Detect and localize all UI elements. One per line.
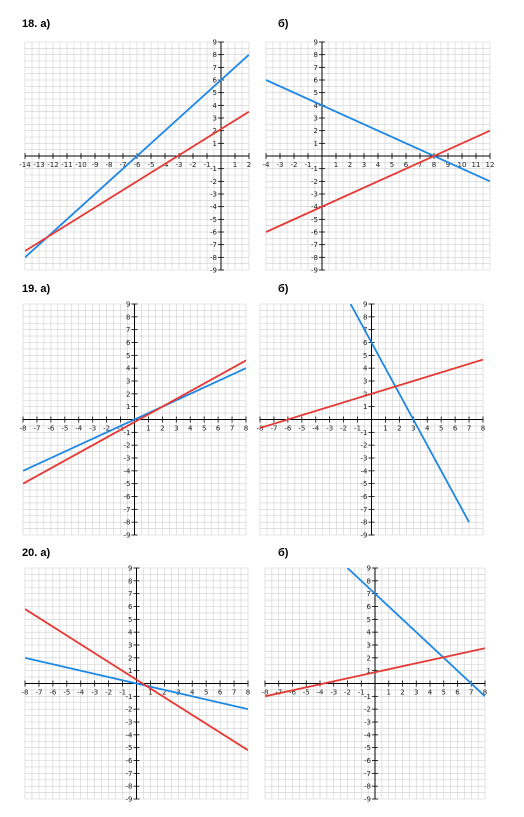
x-tick-label: -1 xyxy=(354,424,362,433)
y-tick-label: 6 xyxy=(126,339,131,347)
x-tick-label: -1 xyxy=(119,688,127,697)
y-tick-label: -3 xyxy=(364,718,371,727)
y-tick-label: 8 xyxy=(313,51,318,60)
y-tick-label: 3 xyxy=(313,114,318,123)
y-tick-label: -7 xyxy=(210,241,217,250)
y-tick-label: 2 xyxy=(363,390,368,399)
y-tick-label: 9 xyxy=(363,300,368,309)
x-tick-label: 4 xyxy=(190,688,195,697)
y-tick-label: 7 xyxy=(313,63,318,72)
y-tick-label: 2 xyxy=(366,654,371,663)
x-tick-label: -10 xyxy=(75,161,87,169)
y-tick-label: 9 xyxy=(366,564,371,573)
y-tick-label: 4 xyxy=(128,628,133,637)
x-tick-label: 1 xyxy=(333,161,339,169)
y-tick-label: 1 xyxy=(212,139,217,148)
y-tick-label: -1 xyxy=(210,165,217,174)
x-tick-label: 4 xyxy=(427,688,433,697)
x-tick-label: 9 xyxy=(445,161,451,169)
x-tick-label: -4 xyxy=(316,688,324,697)
y-tick-label: -9 xyxy=(123,531,131,540)
y-tick-label: -4 xyxy=(360,467,368,476)
x-tick-label: -8 xyxy=(261,688,269,697)
y-tick-label: 7 xyxy=(363,326,368,335)
y-tick-label: 4 xyxy=(126,364,131,373)
x-tick-label: -14 xyxy=(19,161,31,169)
y-tick-label: -5 xyxy=(364,744,371,753)
y-tick-label: -5 xyxy=(210,215,217,224)
y-tick-label: 4 xyxy=(313,101,318,110)
y-tick-label: 5 xyxy=(363,351,368,360)
y-tick-label: -7 xyxy=(125,769,133,778)
chart-20a xyxy=(21,564,251,804)
y-tick-label: 1 xyxy=(363,403,368,412)
x-tick-label: -5 xyxy=(61,424,69,433)
x-tick-label: 6 xyxy=(452,424,458,433)
x-tick-label: -11 xyxy=(61,161,73,169)
x-tick-label: -1 xyxy=(117,424,125,433)
x-tick-label: -2 xyxy=(290,161,298,169)
x-tick-label: -1 xyxy=(357,688,365,697)
y-tick-label: -6 xyxy=(210,228,217,237)
x-tick-label: 12 xyxy=(485,161,495,169)
chart-19b xyxy=(256,300,486,540)
x-tick-label: -6 xyxy=(133,161,141,169)
y-tick-label: -5 xyxy=(311,215,318,224)
x-tick-label: -7 xyxy=(35,688,43,697)
x-tick-label: 2 xyxy=(162,688,167,697)
x-tick-label: -9 xyxy=(91,161,99,169)
y-tick-label: -6 xyxy=(360,493,368,501)
x-tick-label: 1 xyxy=(148,688,153,697)
x-tick-label: 3 xyxy=(176,688,181,697)
x-tick-label: -5 xyxy=(63,688,71,697)
chart-18a xyxy=(19,38,252,275)
x-tick-label: 6 xyxy=(217,688,223,697)
x-tick-label: 2 xyxy=(397,424,402,433)
chart-18b xyxy=(262,38,495,275)
y-tick-label: -8 xyxy=(123,518,131,527)
y-tick-label: -6 xyxy=(311,228,318,237)
y-tick-label: -4 xyxy=(125,731,133,740)
y-tick-label: 3 xyxy=(363,377,368,386)
y-tick-label: 1 xyxy=(128,667,133,676)
problem-20a-label: 20. а) xyxy=(22,547,51,559)
y-tick-label: -9 xyxy=(210,266,217,275)
y-tick-label: 3 xyxy=(366,641,371,650)
y-tick-label: 6 xyxy=(212,76,217,85)
x-tick-label: 3 xyxy=(361,161,367,169)
x-tick-label: -3 xyxy=(175,161,183,169)
y-tick-label: -9 xyxy=(125,795,133,804)
y-tick-label: -9 xyxy=(311,266,318,275)
x-tick-label: 4 xyxy=(375,161,381,169)
x-tick-label: 4 xyxy=(425,424,430,433)
x-tick-label: 6 xyxy=(215,424,221,433)
x-tick-label: 1 xyxy=(146,424,151,433)
x-tick-label: 5 xyxy=(438,424,444,433)
x-tick-label: 3 xyxy=(414,688,419,697)
y-tick-label: 4 xyxy=(212,101,217,110)
y-tick-label: 4 xyxy=(363,364,368,373)
y-tick-label: -2 xyxy=(364,705,371,714)
x-tick-label: -7 xyxy=(119,161,127,169)
y-tick-label: 7 xyxy=(366,590,371,599)
y-tick-label: 9 xyxy=(313,38,318,47)
y-tick-label: 5 xyxy=(366,615,371,624)
x-tick-label: -3 xyxy=(89,424,97,433)
y-tick-label: -2 xyxy=(360,441,368,450)
x-tick-label: -2 xyxy=(105,688,113,697)
x-tick-label: 5 xyxy=(389,161,395,169)
x-tick-label: -3 xyxy=(326,424,334,433)
x-tick-label: -1 xyxy=(203,161,211,169)
y-tick-label: 2 xyxy=(313,127,318,136)
y-tick-label: -3 xyxy=(123,454,131,463)
x-tick-label: 11 xyxy=(471,161,481,169)
y-tick-label: 9 xyxy=(128,564,133,573)
y-tick-label: 5 xyxy=(128,615,133,624)
x-tick-label: -2 xyxy=(340,424,348,433)
y-tick-label: 2 xyxy=(126,390,131,399)
x-tick-label: 3 xyxy=(174,424,179,433)
y-tick-label: -4 xyxy=(311,203,318,212)
problem-19b-label: б) xyxy=(278,283,289,295)
x-tick-label: -3 xyxy=(91,688,99,697)
y-tick-label: 9 xyxy=(126,300,131,309)
y-tick-label: 8 xyxy=(126,313,131,322)
y-tick-label: 2 xyxy=(128,654,133,663)
x-tick-label: -3 xyxy=(330,688,338,697)
x-tick-label: -2 xyxy=(344,688,351,697)
x-tick-label: 4 xyxy=(188,424,193,433)
x-tick-label: -4 xyxy=(77,688,85,697)
x-tick-label: 5 xyxy=(441,688,446,697)
y-tick-label: -8 xyxy=(210,253,217,262)
chart-19a xyxy=(19,300,249,540)
x-tick-label: -4 xyxy=(262,161,270,169)
x-tick-label: -4 xyxy=(75,424,83,433)
x-tick-label: -2 xyxy=(189,161,197,169)
x-tick-label: -5 xyxy=(147,161,155,169)
y-tick-label: -8 xyxy=(364,782,371,791)
x-tick-label: -1 xyxy=(304,161,312,169)
x-tick-label: 8 xyxy=(245,688,251,697)
x-tick-label: 8 xyxy=(243,424,249,433)
y-tick-label: 5 xyxy=(313,89,318,98)
x-tick-label: -8 xyxy=(256,424,264,433)
x-tick-label: 1 xyxy=(383,424,388,433)
y-tick-label: -6 xyxy=(364,757,371,765)
x-tick-label: -13 xyxy=(33,161,45,169)
y-tick-label: 8 xyxy=(212,51,217,60)
problem-18b-label: б) xyxy=(278,18,289,30)
y-tick-label: -5 xyxy=(125,744,133,753)
x-tick-label: 1 xyxy=(232,161,238,169)
y-tick-label: -5 xyxy=(123,480,131,489)
y-tick-label: 8 xyxy=(366,577,371,586)
y-tick-label: 6 xyxy=(366,603,371,611)
y-tick-label: -7 xyxy=(360,505,368,514)
x-tick-label: -6 xyxy=(47,424,55,433)
x-tick-label: 6 xyxy=(455,688,460,697)
y-tick-label: -1 xyxy=(364,692,371,701)
y-tick-label: 5 xyxy=(212,89,217,98)
x-tick-label: 2 xyxy=(160,424,165,433)
x-tick-label: -7 xyxy=(33,424,41,433)
x-tick-label: -7 xyxy=(270,424,278,433)
x-tick-label: -5 xyxy=(298,424,306,433)
y-tick-label: 5 xyxy=(126,351,131,360)
x-tick-label: -8 xyxy=(105,161,113,169)
x-tick-label: 2 xyxy=(246,161,252,169)
chart-20b xyxy=(261,564,488,804)
y-tick-label: 6 xyxy=(128,603,133,611)
y-tick-label: -2 xyxy=(311,177,318,186)
y-tick-label: 6 xyxy=(313,76,318,85)
y-tick-label: 4 xyxy=(366,628,371,637)
y-tick-label: -9 xyxy=(364,795,371,804)
y-tick-label: 3 xyxy=(126,377,131,386)
x-tick-label: -4 xyxy=(161,161,169,169)
y-tick-label: -2 xyxy=(123,441,131,450)
y-tick-label: -4 xyxy=(123,467,131,476)
x-tick-label: -7 xyxy=(275,688,283,697)
y-tick-label: 2 xyxy=(212,127,217,136)
y-tick-label: -8 xyxy=(125,782,133,791)
x-tick-label: -2 xyxy=(103,424,111,433)
y-tick-label: -4 xyxy=(210,203,217,212)
y-tick-label: -5 xyxy=(360,480,368,489)
x-tick-label: 10 xyxy=(457,161,467,169)
y-tick-label: -7 xyxy=(311,241,318,250)
y-tick-label: -4 xyxy=(364,731,371,740)
y-tick-label: 7 xyxy=(212,63,217,72)
x-tick-label: 3 xyxy=(411,424,416,433)
y-tick-label: -2 xyxy=(210,177,217,186)
y-tick-label: 8 xyxy=(128,577,133,586)
y-tick-label: 1 xyxy=(366,667,371,676)
x-tick-label: 5 xyxy=(203,688,209,697)
x-tick-label: 7 xyxy=(466,424,472,433)
y-tick-label: 3 xyxy=(128,641,133,650)
y-tick-label: 7 xyxy=(128,590,133,599)
x-tick-label: 8 xyxy=(480,424,486,433)
x-tick-label: 5 xyxy=(201,424,207,433)
x-tick-label: -6 xyxy=(289,688,296,697)
x-tick-label: -4 xyxy=(312,424,320,433)
y-tick-label: 1 xyxy=(126,403,131,412)
x-tick-label: 7 xyxy=(229,424,235,433)
x-tick-label: 2 xyxy=(400,688,405,697)
x-tick-label: 8 xyxy=(431,161,437,169)
x-tick-label: 2 xyxy=(347,161,353,169)
y-tick-label: -9 xyxy=(360,531,368,540)
y-tick-label: -1 xyxy=(125,692,133,701)
problem-18a-label: 18. а) xyxy=(22,18,51,30)
x-tick-label: -3 xyxy=(276,161,284,169)
y-tick-label: -6 xyxy=(125,757,133,765)
problem-20b-label: б) xyxy=(278,547,289,559)
y-tick-label: -8 xyxy=(360,518,368,527)
x-tick-label: -8 xyxy=(21,688,29,697)
y-tick-label: -6 xyxy=(123,493,131,501)
y-tick-label: -7 xyxy=(123,505,131,514)
x-tick-label: 1 xyxy=(386,688,391,697)
y-tick-label: -1 xyxy=(360,428,368,437)
y-tick-label: 1 xyxy=(313,139,318,148)
y-tick-label: -7 xyxy=(364,769,371,778)
problem-19a-label: 19. а) xyxy=(22,283,51,295)
y-tick-label: -3 xyxy=(125,718,133,727)
y-tick-label: 8 xyxy=(363,313,368,322)
x-tick-label: -6 xyxy=(284,424,292,433)
y-tick-label: -8 xyxy=(311,253,318,262)
y-tick-label: -1 xyxy=(123,428,131,437)
x-tick-label: 6 xyxy=(403,161,409,169)
y-tick-label: 7 xyxy=(126,326,131,335)
y-tick-label: -3 xyxy=(210,190,217,199)
y-tick-label: -1 xyxy=(311,165,318,174)
x-tick-label: -12 xyxy=(47,161,59,169)
x-tick-label: -6 xyxy=(49,688,57,697)
x-tick-label: 7 xyxy=(417,161,423,169)
x-tick-label: 8 xyxy=(482,688,488,697)
y-tick-label: 6 xyxy=(363,339,368,347)
x-tick-label: -5 xyxy=(302,688,310,697)
y-tick-label: -2 xyxy=(125,705,133,714)
y-tick-label: -3 xyxy=(360,454,368,463)
y-tick-label: 3 xyxy=(212,114,217,123)
x-tick-label: 7 xyxy=(231,688,237,697)
y-tick-label: 9 xyxy=(212,38,217,47)
x-tick-label: -8 xyxy=(19,424,27,433)
y-tick-label: -3 xyxy=(311,190,318,199)
x-tick-label: 7 xyxy=(469,688,474,697)
